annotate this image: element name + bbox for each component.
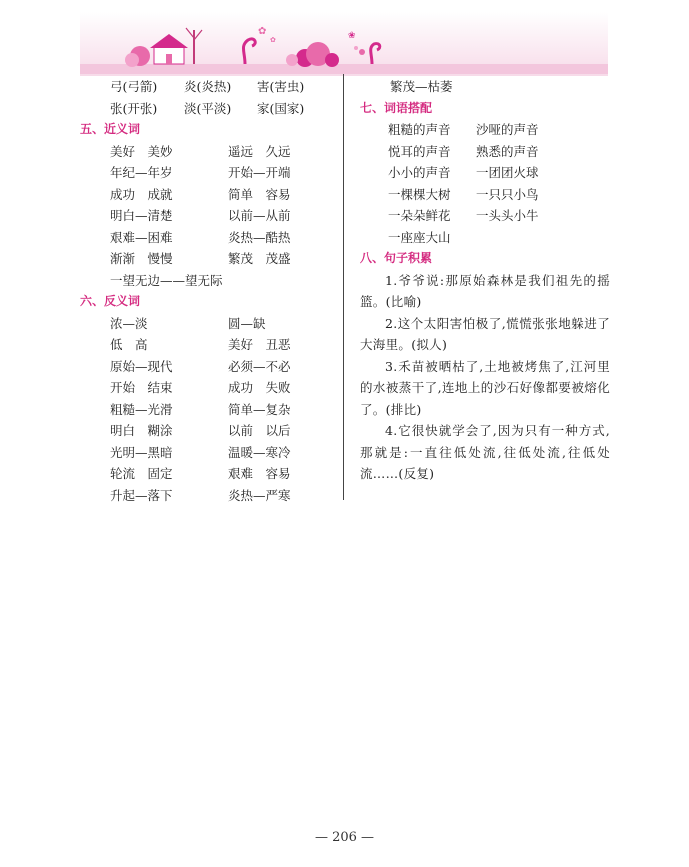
section-title-collocations: 七、词语搭配 xyxy=(360,100,433,115)
synonym-row xyxy=(80,227,335,249)
antonym-pair: 美好 丑恶 xyxy=(228,337,291,352)
synonym-pair: 炎热—酷热 xyxy=(228,229,291,245)
column-divider xyxy=(343,74,344,500)
collocation-row xyxy=(360,119,610,141)
word: 害(害虫) xyxy=(257,79,305,94)
synonym-row xyxy=(80,141,335,163)
right-column xyxy=(360,76,610,485)
antonym-pair: 圆—缺 xyxy=(228,315,266,331)
svg-text:❀: ❀ xyxy=(348,31,356,41)
antonym-pair: 低 高 xyxy=(110,337,148,352)
left-column xyxy=(80,76,335,506)
synonym-row xyxy=(80,205,335,227)
synonym-pair: 年纪—年岁 xyxy=(110,165,173,180)
page-number: — 206 — xyxy=(314,830,375,845)
section-title-synonyms: 五、近义词 xyxy=(80,122,141,136)
section-title-sentences: 八、句子积累 xyxy=(360,251,433,265)
synonym-pair: 开始—开端 xyxy=(228,165,291,180)
collocation-row xyxy=(360,227,610,249)
synonym-pair: 明白—清楚 xyxy=(110,208,173,223)
collocation: 一只只小鸟 xyxy=(476,186,539,202)
collocation-row xyxy=(360,162,610,184)
collocation: 粗糙的声音 xyxy=(388,122,451,137)
antonym-row xyxy=(80,442,335,464)
antonym-pair: 以前 以后 xyxy=(228,423,291,438)
antonym-row xyxy=(80,463,335,485)
sentence-paragraph: 1.爷爷说:那原始森林是我们祖先的摇篮。(比喻) xyxy=(360,272,610,309)
synonym-row xyxy=(80,162,335,184)
antonym-row xyxy=(80,313,335,335)
synonym-pair: 成功 成就 xyxy=(110,186,173,202)
header-banner xyxy=(80,12,608,76)
svg-text:✿: ✿ xyxy=(270,36,276,44)
antonym-pair: 简单—复杂 xyxy=(228,401,291,417)
synonym-pair: 美好 美妙 xyxy=(110,143,173,159)
collocation: 一团团火球 xyxy=(476,165,539,180)
section-title-antonyms: 六、反义词 xyxy=(80,294,141,308)
word: 家(国家) xyxy=(257,100,305,116)
synonym-pair: 简单 容易 xyxy=(228,186,291,202)
antonym-pair: 必须—不必 xyxy=(228,358,291,374)
collocation: 一朵朵鲜花 xyxy=(388,208,451,223)
antonym-pair: 升起—落下 xyxy=(110,487,173,503)
antonym-pair: 艰难 容易 xyxy=(228,466,291,481)
synonym-pair: 以前—从前 xyxy=(228,208,291,223)
antonym-row xyxy=(80,356,335,378)
antonym-row xyxy=(80,377,335,399)
antonym-pair: 成功 失败 xyxy=(228,380,291,395)
collocation: 一座座大山 xyxy=(388,229,451,245)
synonym-row xyxy=(80,248,335,270)
collocation: 一棵棵大树 xyxy=(388,186,451,202)
collocation: 一头头小牛 xyxy=(476,208,539,223)
collocation: 熟悉的声音 xyxy=(476,143,539,159)
banner-illustration xyxy=(80,12,608,76)
antonym-row xyxy=(80,399,335,421)
antonym-pair: 明白 糊涂 xyxy=(110,423,173,438)
collocation: 悦耳的声音 xyxy=(388,143,451,159)
antonym-pair: 原始—现代 xyxy=(110,358,173,374)
antonym-row xyxy=(360,76,610,98)
word-row xyxy=(80,76,335,98)
synonym-pair: 遥远 久远 xyxy=(228,143,291,159)
word: 弓(弓箭) xyxy=(110,79,158,94)
antonym-row xyxy=(80,485,335,507)
collocation-row xyxy=(360,184,610,206)
synonym-pair: 艰难—困难 xyxy=(110,229,173,245)
word: 炎(炎热) xyxy=(184,79,232,94)
synonym-row xyxy=(80,184,335,206)
antonym-pair: 繁茂—枯萎 xyxy=(390,79,453,94)
synonym-pair: 一望无边——望无际 xyxy=(110,272,223,288)
collocation: 小小的声音 xyxy=(388,165,451,180)
antonym-pair: 开始 结束 xyxy=(110,380,173,395)
collocation-row xyxy=(360,205,610,227)
synonym-pair: 渐渐 慢慢 xyxy=(110,251,173,266)
antonym-pair: 浓—淡 xyxy=(110,315,148,331)
antonym-row xyxy=(80,334,335,356)
antonym-pair: 粗糙—光滑 xyxy=(110,401,173,417)
word: 淡(平淡) xyxy=(184,100,232,116)
word-row xyxy=(80,98,335,120)
synonym-pair: 繁茂 茂盛 xyxy=(228,251,291,266)
antonym-row xyxy=(80,420,335,442)
antonym-pair: 光明—黑暗 xyxy=(110,444,173,460)
sentence-paragraph: 2.这个太阳害怕极了,慌慌张张地躲进了大海里。(拟人) xyxy=(360,315,610,352)
synonym-row xyxy=(80,270,335,292)
word: 张(开张) xyxy=(110,100,158,116)
antonym-pair: 轮流 固定 xyxy=(110,466,173,481)
svg-text:✿: ✿ xyxy=(258,26,267,37)
antonym-pair: 炎热—严寒 xyxy=(228,487,291,503)
collocation-row xyxy=(360,141,610,163)
collocation: 沙哑的声音 xyxy=(476,122,539,137)
sentence-paragraph: 4.它很快就学会了,因为只有一种方式,那就是:一直往低处流,往低处流,往低处流……(反复) xyxy=(360,423,610,481)
antonym-pair: 温暖—寒冷 xyxy=(228,444,291,460)
sentence-paragraph: 3.禾苗被晒枯了,土地被烤焦了,江河里的水被蒸干了,连地上的沙石好像都要被熔化了。(排比) xyxy=(360,358,610,417)
